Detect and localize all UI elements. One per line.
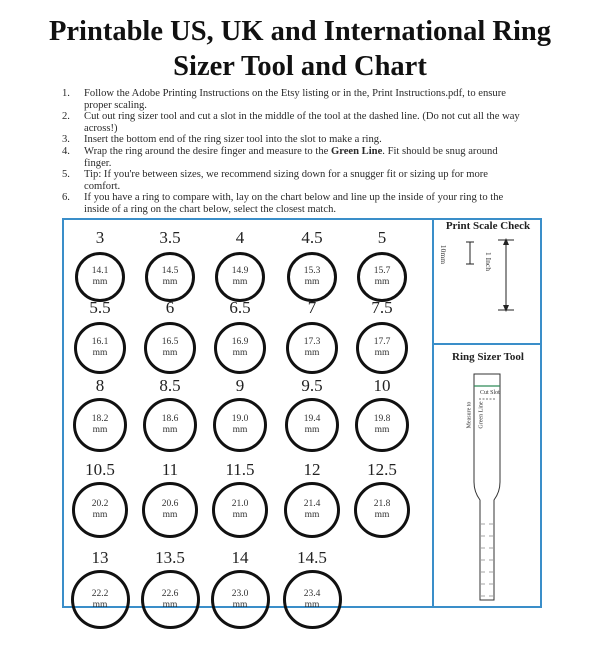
ring-size-label: 4.5 xyxy=(301,228,323,247)
ring-diameter-unit: mm xyxy=(374,510,390,520)
ring-circle xyxy=(357,252,407,302)
instruction-item xyxy=(62,169,524,192)
ring-circle xyxy=(215,252,265,302)
ring-size-label: 12 xyxy=(303,460,321,479)
page-title-line-2: Sizer Tool and Chart xyxy=(173,51,427,82)
instruction-number: 1. xyxy=(62,88,70,99)
ring-diameter-unit: mm xyxy=(304,348,320,358)
ring-diameter-unit: mm xyxy=(92,277,108,287)
instruction-number: 6. xyxy=(62,192,70,204)
ring-diameter-unit: mm xyxy=(162,277,178,287)
ring-diameter-unit: mm xyxy=(162,425,178,435)
scale-check-ruler xyxy=(436,234,540,342)
ring-size-cell xyxy=(134,548,206,658)
ring-size-label: 14.5 xyxy=(297,548,327,567)
ring-size-label: 8 xyxy=(95,376,105,395)
ring-diameter-unit: mm xyxy=(92,348,108,358)
ring-size-label: 5.5 xyxy=(89,298,111,317)
ring-diameter-value: 19.0 xyxy=(231,414,249,424)
ring-circle xyxy=(285,398,339,452)
instruction-number: 2. xyxy=(62,111,70,123)
ring-circle xyxy=(75,252,125,302)
instruction-text: Cut out ring sizer tool and cut a slot in the middle of the tool at the dashed line. (Do not cut all the way across!) xyxy=(84,111,520,134)
ring-circle xyxy=(72,482,128,538)
ring-size-label: 5 xyxy=(377,228,387,247)
ring-circle xyxy=(145,252,195,302)
instruction-item xyxy=(62,88,524,111)
ring-size-cell xyxy=(64,548,136,658)
ring-diameter-unit: mm xyxy=(232,348,248,358)
ring-size-label: 13 xyxy=(91,548,109,567)
ring-size-label: 10 xyxy=(373,376,391,395)
ring-diameter-value: 15.7 xyxy=(373,266,391,276)
ring-size-cell xyxy=(346,460,418,570)
ring-circle xyxy=(356,322,408,374)
ring-diameter-unit: mm xyxy=(304,277,320,287)
ring-size-label: 4 xyxy=(235,228,245,247)
ring-diameter-value: 14.1 xyxy=(91,266,109,276)
mm-scale-marker xyxy=(466,242,474,264)
ring-diameter-value: 16.9 xyxy=(231,337,249,347)
panel-divider-vertical xyxy=(432,218,434,608)
ring-size-label: 10.5 xyxy=(85,460,115,479)
ring-diameter-value: 21.8 xyxy=(373,499,391,509)
ring-diameter-value: 18.2 xyxy=(91,414,109,424)
ring-circle xyxy=(355,398,409,452)
ring-circle xyxy=(212,482,268,538)
ring-size-cell xyxy=(204,548,276,658)
ring-diameter-unit: mm xyxy=(374,348,390,358)
ring-diameter-value: 23.0 xyxy=(231,588,249,599)
measure-to-label: Measure to xyxy=(466,401,473,429)
sizer-tool-title: Ring Sizer Tool xyxy=(452,351,524,363)
ring-sizer-strip xyxy=(436,364,540,600)
page-title xyxy=(0,14,600,84)
ring-circle xyxy=(73,398,127,452)
ring-diameter-value: 18.6 xyxy=(161,414,179,424)
ring-circle xyxy=(213,398,267,452)
instruction-item xyxy=(62,192,524,215)
inch-scale-marker xyxy=(498,238,514,312)
ring-circle xyxy=(144,322,196,374)
ring-diameter-value: 22.6 xyxy=(161,588,179,599)
ring-size-label: 3 xyxy=(95,228,105,247)
ring-circle xyxy=(354,482,410,538)
scale-check-title: Print Scale Check xyxy=(445,220,531,232)
ring-diameter-value: 16.5 xyxy=(161,337,179,347)
ring-diameter-value: 19.8 xyxy=(373,414,391,424)
ring-size-label: 8.5 xyxy=(159,376,181,395)
ring-diameter-unit: mm xyxy=(374,425,390,435)
ring-diameter-value: 23.4 xyxy=(303,588,321,599)
ring-diameter-value: 16.1 xyxy=(91,337,109,347)
instruction-number: 5. xyxy=(62,169,70,181)
ring-diameter-value: 21.0 xyxy=(231,499,249,509)
ring-diameter-value: 14.9 xyxy=(231,266,249,276)
ring-diameter-unit: mm xyxy=(92,425,108,435)
ring-size-label: 14 xyxy=(231,548,249,567)
green-line-label: Green Line xyxy=(478,401,485,429)
cut-slot-label: Cut Slot xyxy=(480,390,500,396)
green-line-emphasis: Green Line xyxy=(330,145,383,157)
ring-diameter-unit: mm xyxy=(232,277,248,287)
instruction-text-after: . Fit should be snug around finger. xyxy=(84,145,498,169)
panel-divider-horizontal xyxy=(433,343,542,345)
ring-diameter-unit: mm xyxy=(232,425,248,435)
ring-diameter-value: 20.2 xyxy=(91,499,109,509)
scale-label-inch: 1 Inch xyxy=(483,252,493,271)
ring-diameter-value: 14.5 xyxy=(161,266,179,276)
ring-size-label: 9.5 xyxy=(301,376,323,395)
instruction-item xyxy=(62,111,524,134)
ring-size-label: 7.5 xyxy=(371,298,393,317)
instruction-text: Follow the Adobe Printing Instructions on the Etsy listing or in the, Print Instructions.pdf, to ensure proper scaling. xyxy=(84,88,506,111)
instruction-number: 3. xyxy=(62,134,70,146)
ring-diameter-unit: mm xyxy=(92,599,108,610)
ring-diameter-unit: mm xyxy=(92,510,108,520)
instruction-item xyxy=(62,146,524,169)
scale-label-mm: 10mm xyxy=(439,244,449,265)
ring-size-label: 11 xyxy=(161,460,179,479)
ring-diameter-unit: mm xyxy=(304,425,320,435)
ring-diameter-unit: mm xyxy=(374,277,390,287)
instruction-text: Tip: If you're between sizes, we recommend sizing down for a snugger fit or sizing up for more comfort. xyxy=(84,169,488,192)
instructions-list xyxy=(62,88,524,216)
instruction-text: If you have a ring to compare with, lay on the chart below and line up the inside of your ring to the inside of a ring on the chart below, select the closest match. xyxy=(84,192,504,215)
ring-diameter-unit: mm xyxy=(162,348,178,358)
ring-circle xyxy=(142,482,198,538)
ring-circle xyxy=(143,398,197,452)
ring-size-cell xyxy=(276,548,348,658)
ring-diameter-unit: mm xyxy=(304,599,320,610)
ring-circle xyxy=(286,322,338,374)
ring-circle xyxy=(214,322,266,374)
ring-diameter-value: 22.2 xyxy=(91,588,109,599)
ring-diameter-unit: mm xyxy=(304,510,320,520)
ring-diameter-unit: mm xyxy=(162,510,178,520)
ring-diameter-value: 19.4 xyxy=(303,414,321,424)
instruction-number: 4. xyxy=(62,145,70,157)
ring-diameter-value: 17.3 xyxy=(303,337,321,347)
ring-diameter-value: 20.6 xyxy=(161,499,179,509)
ring-diameter-value: 15.3 xyxy=(303,266,321,276)
ring-size-label: 6 xyxy=(165,298,175,317)
ring-diameter-unit: mm xyxy=(232,510,248,520)
ring-size-label: 13.5 xyxy=(155,548,185,567)
ring-size-label: 6.5 xyxy=(229,298,251,317)
ring-size-label: 11.5 xyxy=(225,460,255,479)
ring-circle xyxy=(74,322,126,374)
ring-size-label: 12.5 xyxy=(367,460,397,479)
instruction-text: Wrap the ring around the desire finger and measure to the xyxy=(84,145,331,157)
ring-size-label: 3.5 xyxy=(159,228,181,247)
instruction-text: Insert the bottom end of the ring sizer tool into the slot to make a ring. xyxy=(84,134,382,146)
ring-diameter-unit: mm xyxy=(232,599,248,610)
ring-size-label: 7 xyxy=(307,298,317,317)
ring-diameter-unit: mm xyxy=(162,599,178,610)
instruction-item xyxy=(62,134,524,146)
ring-diameter-value: 17.7 xyxy=(373,337,391,347)
page-title-line-1: Printable US, UK and International Ring xyxy=(49,16,551,47)
ring-size-label: 9 xyxy=(235,376,245,395)
ring-circle xyxy=(287,252,337,302)
ring-diameter-value: 21.4 xyxy=(303,499,321,509)
ring-circle xyxy=(284,482,340,538)
